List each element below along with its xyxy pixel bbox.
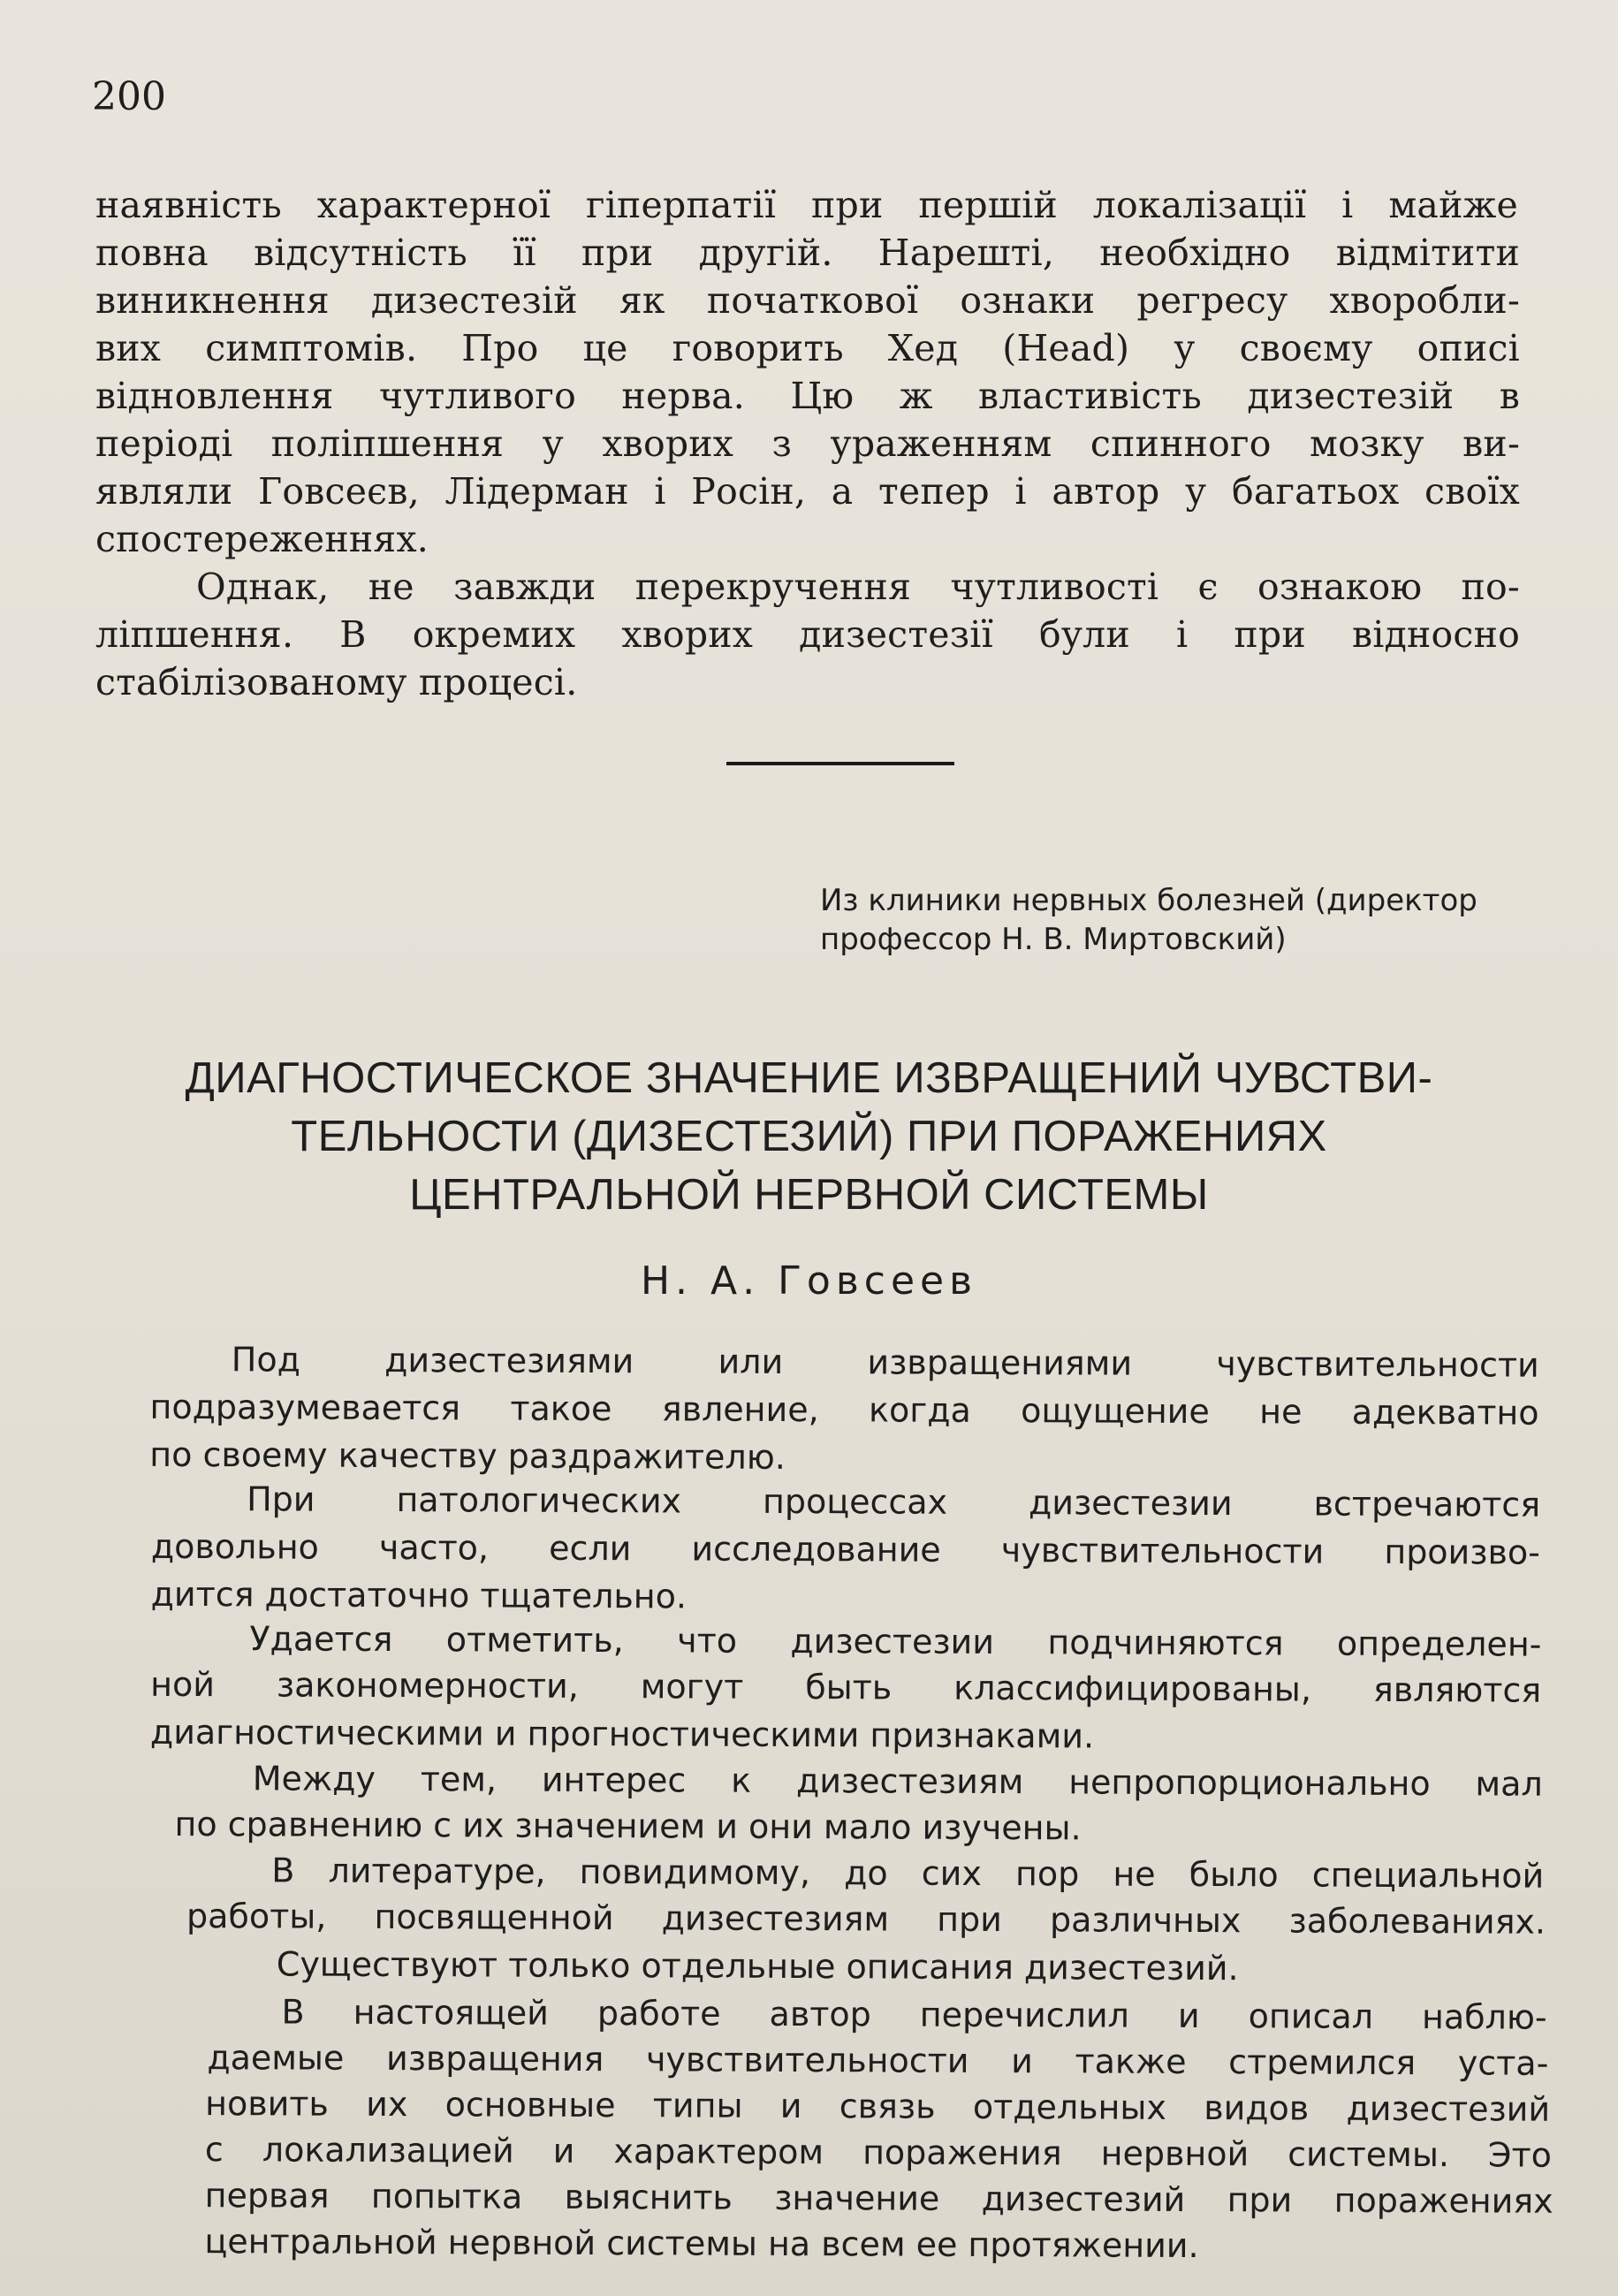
text-line: повна відсутність її при другій. Нарешті, необхідно відмітити <box>95 232 1520 274</box>
text-line: Существуют только отдельные описания дизестезий. <box>276 1944 1239 1988</box>
text-line: подразумевается такое явление, когда ощущение не адекватно <box>149 1387 1539 1433</box>
text-line: с локализацией и характером поражения нервной системы. Это <box>204 2130 1553 2175</box>
article-title-line: ТЕЛЬНОСТИ (ДИЗЕСТЕЗИЙ) ПРИ ПОРАЖЕНИЯХ <box>291 1113 1327 1160</box>
text-line: наявність характерної гіперпатії при першій локалізації і майже <box>95 184 1518 226</box>
text-line: довольно часто, если исследование чувствительности произво- <box>150 1526 1540 1572</box>
text-line: ліпшення. В окремих хворих дизестезії були і при відносно <box>95 613 1520 656</box>
text-line: В литературе, повидимому, до сих пор не было специальной <box>271 1851 1545 1896</box>
text-line: виникнення дизестезій як початкової ознаки регресу хворобли- <box>95 279 1520 322</box>
text-line: При патологических процессах дизестезии встречаются <box>247 1479 1541 1524</box>
text-line: спостереженнях. <box>95 518 429 560</box>
text-line: работы, посвященной дизестезиям при различных заболеваниях. <box>186 1897 1546 1942</box>
text-line: Удается отметить, что дизестезии подчиняются определен- <box>249 1619 1542 1664</box>
text-line: новить их основные типы и связь отдельных видов дизестезий <box>205 2084 1551 2129</box>
page-number: 200 <box>92 74 166 119</box>
text-line: відновлення чутливого нерва. Цю ж властивість дизестезій в <box>95 375 1520 417</box>
text-line: диагностическими и прогностическими признаками. <box>149 1712 1095 1756</box>
text-line: центральной нервной системы на всем ее протяжении. <box>204 2222 1199 2266</box>
article-title-line: ДИАГНОСТИЧЕСКОЕ ЗНАЧЕНИЕ ИЗВРАЩЕНИЙ ЧУВСТВИ- <box>185 1054 1433 1102</box>
text-line: по своему качеству раздражителю. <box>149 1434 786 1477</box>
article-author: Н. А. Говсеев <box>640 1258 978 1304</box>
text-line: дится достаточно тщательно. <box>150 1574 687 1616</box>
text-line: стабілізованому процесі. <box>95 661 578 703</box>
affiliation-line: Из клиники нервных болезней (директор <box>820 883 1477 918</box>
text-line: по сравнению с их значением и они мало изучены. <box>174 1804 1082 1848</box>
text-line: даемые извращения чувствительности и также стремился уста- <box>207 2038 1549 2083</box>
text-line: періоді поліпшення у хворих з ураженням спинного мозку ви- <box>95 422 1520 465</box>
text-line: ной закономерности, могут быть классифицированы, являются <box>150 1664 1542 1710</box>
text-line: Однак, не завжди перекручення чутливості є ознакою по- <box>196 566 1520 608</box>
affiliation-line: профессор Н. В. Миртовский) <box>820 922 1287 957</box>
text-line: Между тем, интерес к дизестезиям непропорционально мал <box>252 1759 1543 1804</box>
text-line: В настоящей работе автор перечислил и описал наблю- <box>281 1992 1547 2037</box>
article-title-line: ЦЕНТРАЛЬНОЙ НЕРВНОЙ СИСТЕМЫ <box>409 1171 1209 1219</box>
text-line: Под дизестезиями или извращениями чувствительности <box>231 1340 1539 1385</box>
text-line: первая попытка выяснить значение дизестезий при поражениях <box>204 2176 1553 2221</box>
text-line: являли Говсеєв, Лідерман і Росін, а тепер і автор у багатьох своїх <box>95 470 1520 513</box>
text-line: вих симптомів. Про це говорить Хед (Head) у своєму описі <box>95 327 1520 369</box>
